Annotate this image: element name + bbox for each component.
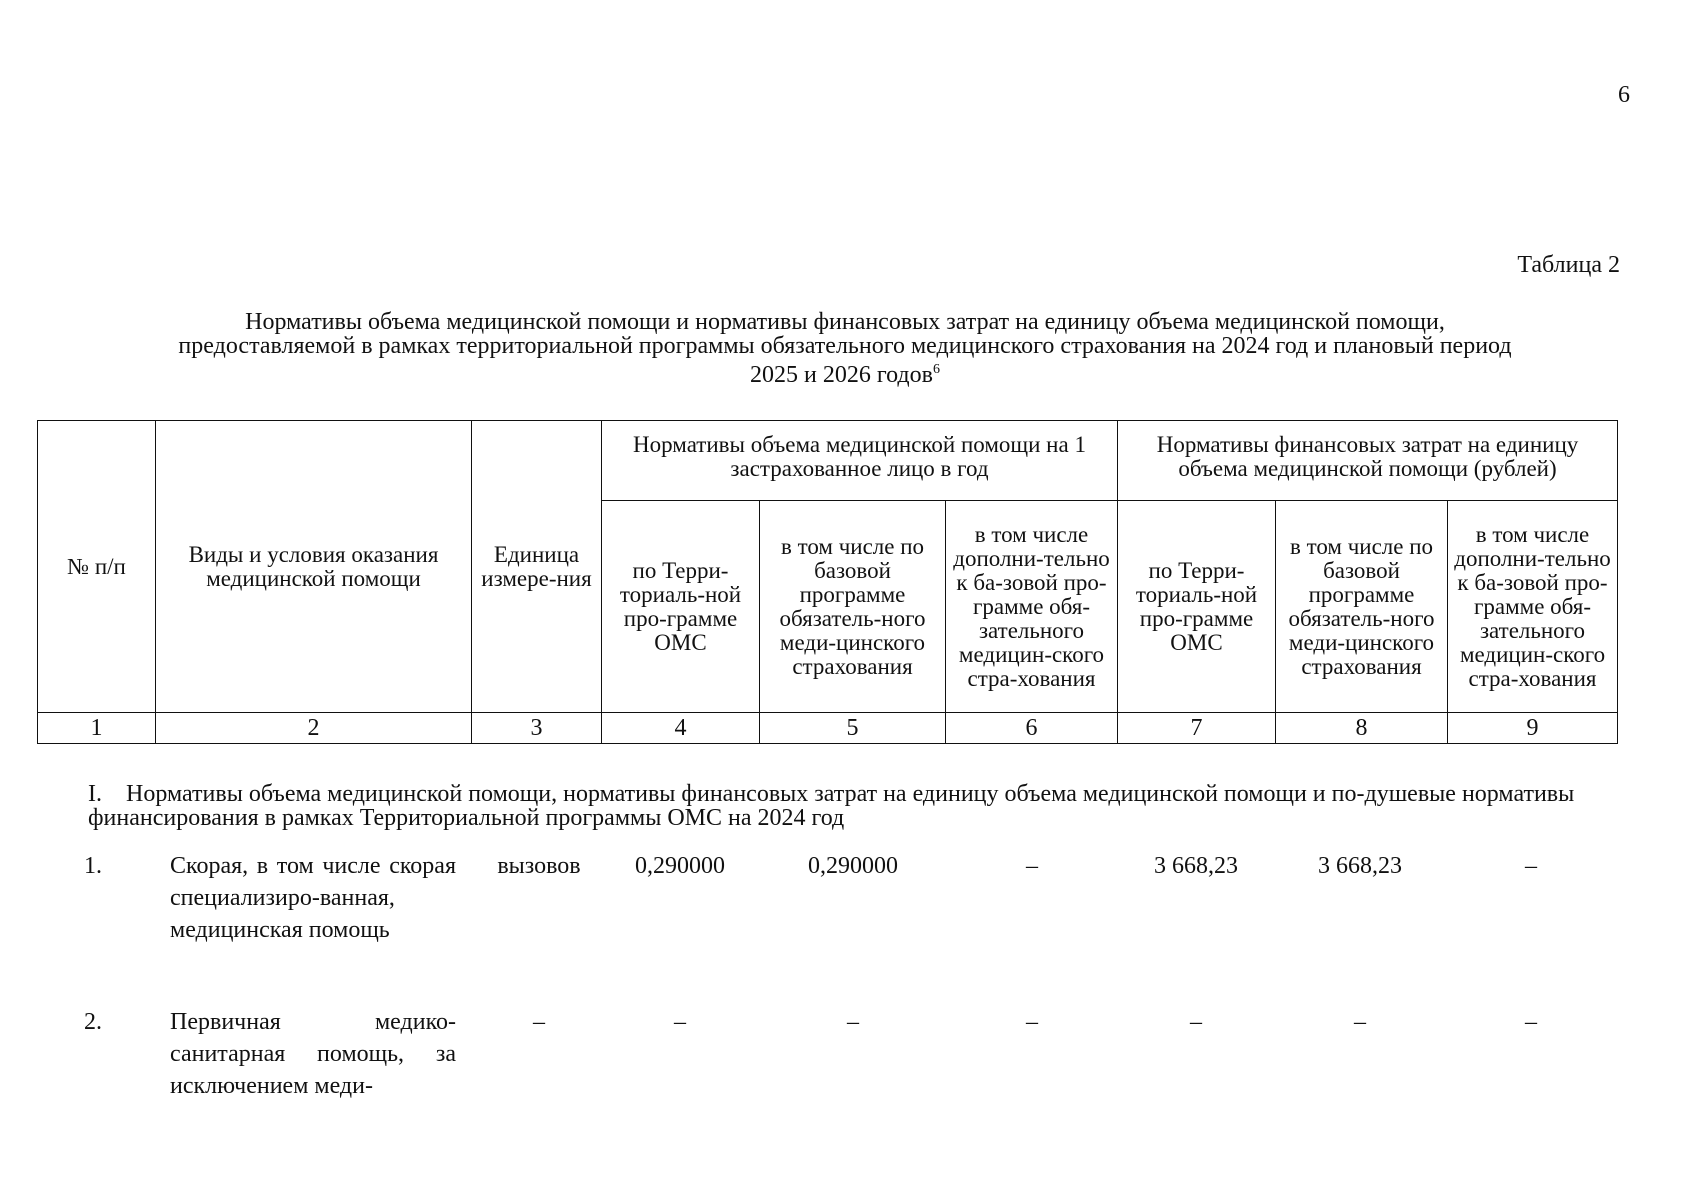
column-number: 8: [1276, 713, 1448, 744]
row-kind: Скорая, в том числе скорая специализиро-ванная, медицинская помощь: [170, 853, 456, 943]
row-value-5: –: [847, 1009, 859, 1035]
row-value-5: 0,290000: [808, 853, 898, 879]
header-col-6: в том числе дополни-тельно к ба-зовой про-грамме обя-зательного медицин-ского стра-хования: [946, 501, 1118, 713]
row-value-9: –: [1525, 1009, 1537, 1035]
header-col-number: № п/п: [38, 421, 156, 713]
document-title: [40, 310, 1650, 387]
column-number: 7: [1118, 713, 1276, 744]
row-unit: вызовов: [497, 853, 581, 879]
header-col-kind: Виды и условия оказания медицинской помощи: [156, 421, 472, 713]
header-group-finance: Нормативы финансовых затрат на единицу объема медицинской помощи (рублей): [1118, 421, 1618, 501]
column-number-row: [38, 713, 1618, 744]
title-line-2: предоставляемой в рамках территориальной программы обязательного медицинского страхования на 2024 год и плановый период: [178, 333, 1512, 359]
row-value-7: 3 668,23: [1154, 853, 1238, 879]
header-col-unit: Единица измере-ния: [472, 421, 602, 713]
title-line-3-text: 2025 и 2026 годов: [750, 362, 933, 388]
column-number: 4: [602, 713, 760, 744]
row-value-8: –: [1354, 1009, 1366, 1035]
header-row-1: [38, 421, 1618, 501]
column-number: 3: [472, 713, 602, 744]
norms-table: [37, 420, 1618, 744]
row-value-4: –: [674, 1009, 686, 1035]
row-value-9: –: [1525, 853, 1537, 879]
section-title: Нормативы объема медицинской помощи, нормативы финансовых затрат на единицу объема медицинской помощи и по-душевые нормативы финансирования в рамках Территориальной программы ОМС на 2024 год: [88, 781, 1575, 831]
page-number: 6: [1618, 82, 1630, 108]
section-heading: [88, 782, 1648, 830]
title-line-3: [40, 358, 1650, 387]
title-line-1: Нормативы объема медицинской помощи и нормативы финансовых затрат на единицу объема медицинской помощи,: [245, 309, 1445, 335]
row-number: 2.: [84, 1009, 102, 1035]
column-number: 9: [1448, 713, 1618, 744]
header-group-volume: Нормативы объема медицинской помощи на 1 застрахованное лицо в год: [602, 421, 1118, 501]
row-value-8: 3 668,23: [1318, 853, 1402, 879]
table-label: Таблица 2: [1517, 252, 1620, 278]
row-kind: Первичная медико-санитарная помощь, за исключением меди-: [170, 1009, 456, 1099]
header-col-8: в том числе по базовой программе обязатель-ного меди-цинского страхования: [1276, 501, 1448, 713]
row-value-6: –: [1026, 1009, 1038, 1035]
header-col-9: в том числе дополни-тельно к ба-зовой про-грамме обя-зательного медицин-ского стра-хования: [1448, 501, 1618, 713]
header-col-4: по Терри-ториаль-ной про-грамме ОМС: [602, 501, 760, 713]
row-value-6: –: [1026, 853, 1038, 879]
column-number: 5: [760, 713, 946, 744]
row-unit: –: [533, 1009, 545, 1035]
row-value-7: –: [1190, 1009, 1202, 1035]
row-value-4: 0,290000: [635, 853, 725, 879]
header-col-7: по Терри-ториаль-ной про-грамме ОМС: [1118, 501, 1276, 713]
column-number: 2: [156, 713, 472, 744]
header-col-5: в том числе по базовой программе обязатель-ного меди-цинского страхования: [760, 501, 946, 713]
row-number: 1.: [84, 853, 102, 879]
section-number: I.: [88, 781, 102, 807]
column-number: 6: [946, 713, 1118, 744]
column-number: 1: [38, 713, 156, 744]
footnote-mark: 6: [932, 362, 940, 377]
